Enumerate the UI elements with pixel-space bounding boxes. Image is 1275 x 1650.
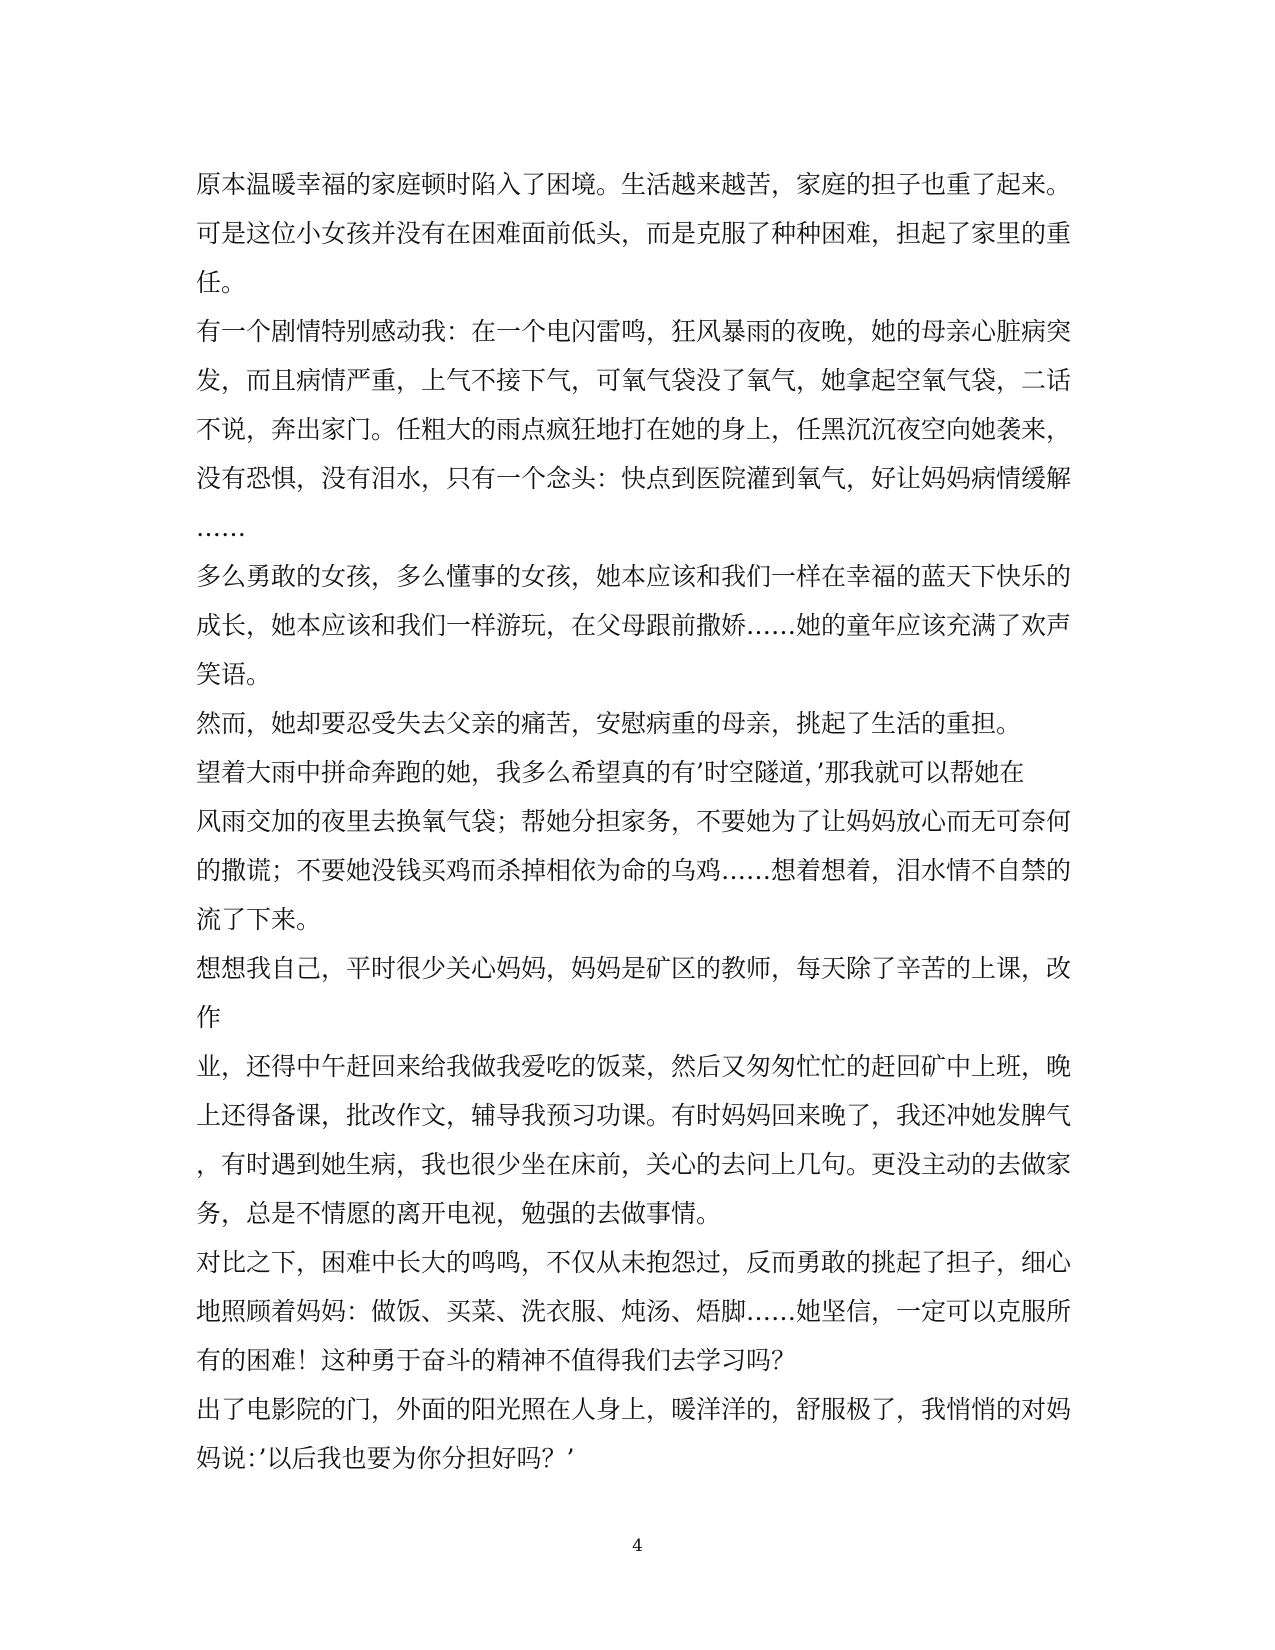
page-number: 4 bbox=[632, 1536, 643, 1556]
document-body bbox=[196, 160, 1086, 1483]
text-line: 多么勇敢的女孩，多么懂事的女孩，她本应该和我们一样在幸福的蓝天下快乐的 bbox=[196, 562, 1072, 591]
text-line: 业，还得中午赶回来给我做我爱吃的饭菜，然后又匆匆忙忙的赶回矿中上班，晚 bbox=[196, 1052, 1072, 1081]
text-line: 出了电影院的门，外面的阳光照在人身上，暖洋洋的，舒服极了，我悄悄的对妈 bbox=[196, 1395, 1072, 1424]
text-line: 想想我自己，平时很少关心妈妈，妈妈是矿区的教师，每天除了辛苦的上课，改 bbox=[196, 954, 1072, 983]
text-line: 发，而且病情严重，上气不接下气，可氧气袋没了氧气，她拿起空氧气袋，二话 bbox=[196, 366, 1072, 395]
text-line: 对比之下，困难中长大的鸣鸣，不仅从未抱怨过，反而勇敢的挑起了担子，细心 bbox=[196, 1248, 1072, 1277]
text-line: 任。 bbox=[196, 268, 247, 297]
text-line: 不说，奔出家门。任粗大的雨点疯狂地打在她的身上，任黑沉沉夜空向她袭来， bbox=[196, 415, 1072, 444]
text-line: 没有恐惧，没有泪水，只有一个念头：快点到医院灌到氧气，好让妈妈病情缓解 bbox=[196, 464, 1072, 493]
text-line: 地照顾着妈妈：做饭、买菜、洗衣服、炖汤、焐脚……她坚信，一定可以克服所 bbox=[196, 1297, 1072, 1326]
text-line: 作 bbox=[196, 1003, 222, 1032]
text-line: 有一个剧情特别感动我：在一个电闪雷鸣，狂风暴雨的夜晚，她的母亲心脏病突 bbox=[196, 317, 1072, 346]
text-line: 务，总是不情愿的离开电视，勉强的去做事情。 bbox=[196, 1199, 722, 1228]
text-line: 风雨交加的夜里去换氧气袋；帮她分担家务，不要她为了让妈妈放心而无可奈何 bbox=[196, 807, 1072, 836]
text-line: 可是这位小女孩并没有在困难面前低头，而是克服了种种困难，担起了家里的重 bbox=[196, 219, 1072, 248]
text-line: …… bbox=[196, 513, 246, 542]
text-line: ，有时遇到她生病，我也很少坐在床前，关心的去问上几句。更没主动的去做家 bbox=[196, 1150, 1072, 1179]
text-line: 妈说：’以后我也要为你分担好吗？’ bbox=[196, 1444, 575, 1473]
text-line: 的撒谎；不要她没钱买鸡而杀掉相依为命的乌鸡……想着想着，泪水情不自禁的 bbox=[196, 856, 1072, 885]
text-line: 有的困难！这种勇于奋斗的精神不值得我们去学习吗？ bbox=[196, 1346, 797, 1375]
text-line: 然而，她却要忍受失去父亲的痛苦，安慰病重的母亲，挑起了生活的重担。 bbox=[196, 709, 1022, 738]
text-line: 笑语。 bbox=[196, 660, 272, 689]
text-line: 上还得备课，批改作文，辅导我预习功课。有时妈妈回来晚了，我还冲她发脾气 bbox=[196, 1101, 1072, 1130]
text-line: 望着大雨中拼命奔跑的她，我多么希望真的有’时空隧道，’那我就可以帮她在 bbox=[196, 758, 1025, 787]
text-line: 原本温暖幸福的家庭顿时陷入了困境。生活越来越苦，家庭的担子也重了起来。 bbox=[196, 170, 1072, 199]
text-line: 流了下来。 bbox=[196, 905, 322, 934]
text-line: 成长，她本应该和我们一样游玩，在父母跟前撒娇……她的童年应该充满了欢声 bbox=[196, 611, 1072, 640]
